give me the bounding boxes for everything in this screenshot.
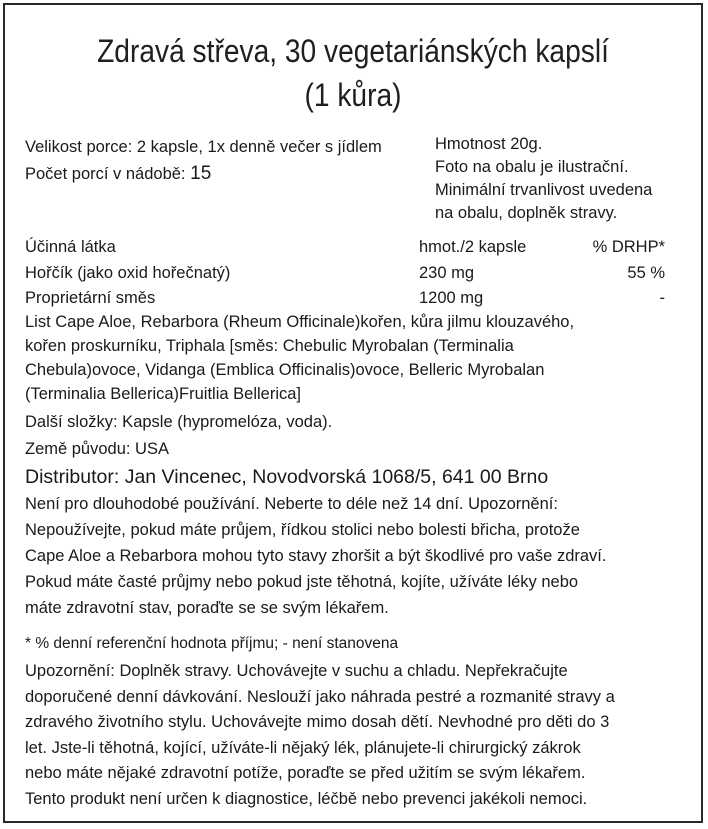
warning-line: Pokud máte časté průjmy nebo pokud jste těhotná, kojíte, užíváte léky nebo <box>25 573 579 591</box>
product-label <box>3 3 703 823</box>
warning-line: Není pro dlouhodobé používání. Neberte to déle než 14 dní. Upozornění: <box>25 495 558 513</box>
product-title-line-2: (1 kůra) <box>304 77 402 113</box>
blend-line: (Terminalia Bellerica)Fruitlia Bellerica] <box>25 385 301 403</box>
notice-line: let. Jste-li těhotná, kojící, užíváte-li nějaký lék, plánujete-li chirurgický zákrok <box>25 738 581 757</box>
table-row-name: Proprietární směs <box>25 289 156 307</box>
notice-text <box>25 659 689 812</box>
table-row-drhp: - <box>659 289 665 307</box>
serving-size: Velikost porce: 2 kapsle, 1x denně večer s jídlem <box>25 138 382 156</box>
country-of-origin: Země původu: USA <box>25 440 169 458</box>
notice-line: Upozornění: Doplněk stravy. Uchovávejte v suchu a chladu. Nepřekračujte <box>25 662 568 680</box>
info-expiry-cont: na obalu, doplněk stravy. <box>435 204 618 222</box>
table-row-name: Hořčík (jako oxid hořečnatý) <box>25 264 231 282</box>
distributor: Distributor: Jan Vincenec, Novodvorská 1068/5, 641 00 Brno <box>25 466 549 488</box>
table-row-drhp: 55 % <box>627 264 665 282</box>
product-title-line-1: Zdravá střeva, 30 vegetariánských kapslí <box>97 33 609 69</box>
table-row-amount: 1200 mg <box>419 289 484 307</box>
product-title <box>47 29 659 117</box>
servings-per-container <box>25 163 211 185</box>
other-ingredients: Další složky: Kapsle (hypromelóza, voda). <box>25 413 333 431</box>
warning-line: Cape Aloe a Rebarbora mohou tyto stavy zhoršit a být škodlivé pro vaše zdraví. <box>25 547 607 565</box>
servings-value: 15 <box>190 163 212 184</box>
info-photo-note: Foto na obalu je ilustrační. <box>435 158 629 176</box>
servings-label: Počet porcí v nádobě: <box>25 165 186 183</box>
table-row-amount: 230 mg <box>419 264 475 282</box>
table-header-amount: hmot./2 kapsle <box>419 238 527 256</box>
warning-text <box>25 491 689 621</box>
drhp-footnote: * % denní referenční hodnota příjmu; - není stanovena <box>25 635 399 652</box>
blend-composition <box>25 310 689 406</box>
table-header-drhp: % DRHP* <box>592 238 665 256</box>
blend-line: List Cape Aloe, Rebarbora (Rheum Officinale)kořen, kůra jilmu klouzavého, <box>25 313 575 331</box>
info-weight: Hmotnost 20g. <box>435 135 543 153</box>
notice-line: zdravého životního stylu. Uchovávejte mimo dosah dětí. Nevhodné pro děti do 3 <box>25 713 610 731</box>
notice-line: doporučené denní dávkování. Neslouží jako náhrada pestré a rozmanité stravy a <box>25 687 615 706</box>
table-header-name: Účinná látka <box>25 238 116 256</box>
warning-line: máte zdravotní stav, poraďte se se svým lékařem. <box>25 599 389 617</box>
info-expiry: Minimální trvanlivost uvedena <box>435 181 653 199</box>
blend-line: Chebula)ovoce, Vidanga (Emblica Officinalis)ovoce, Belleric Myrobalan <box>25 361 545 379</box>
warning-line: Nepoužívejte, pokud máte průjem, řídkou stolici nebo bolesti břicha, protože <box>25 521 580 539</box>
notice-line: Tento produkt není určen k diagnostice, léčbě nebo prevenci jakékoli nemoci. <box>25 789 588 808</box>
blend-line: kořen proskurníku, Triphala [směs: Chebulic Myrobalan (Terminalia <box>25 337 514 355</box>
notice-line: nebo máte nějaké zdravotní potíže, poraďte se před užitím se svým lékařem. <box>25 764 586 782</box>
